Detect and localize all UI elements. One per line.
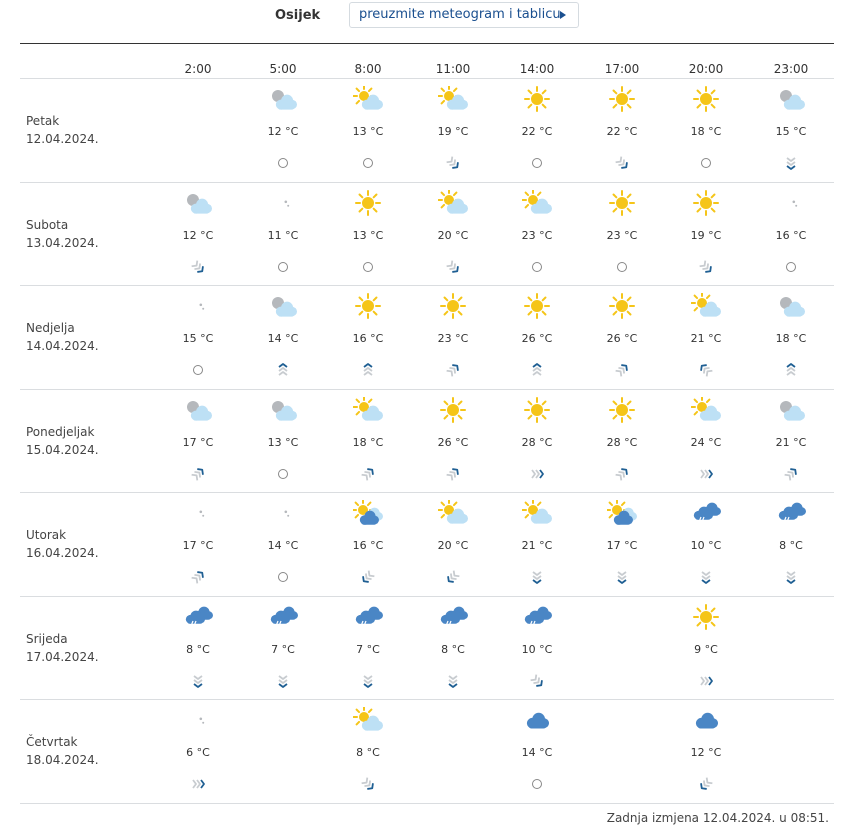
forecast-cell: [580, 285, 664, 388]
rain-icon: [691, 500, 721, 526]
sun-icon: [691, 190, 721, 216]
forecast-cell: [495, 285, 579, 388]
night-cloudy-icon: [776, 397, 806, 423]
temperature: 14 °C: [521, 746, 553, 759]
partly-cloudy-icon: [353, 86, 383, 112]
forecast-cell: [749, 492, 833, 595]
temperature: 15 °C: [182, 332, 214, 345]
hour-label: 17:00: [604, 62, 640, 76]
moon-icon: [268, 190, 298, 216]
temperature: 13 °C: [352, 125, 384, 138]
wind-n-icon: [696, 567, 716, 587]
wind-sw-icon: [612, 360, 632, 380]
forecast-cell: [411, 389, 495, 492]
wind-nw-icon: [443, 257, 463, 277]
temperature: 10 °C: [690, 539, 722, 552]
forecast-cell: [411, 492, 495, 595]
day-row: [0, 78, 861, 181]
forecast-cell: [326, 596, 410, 699]
day-label: [26, 733, 99, 769]
wind-se-icon: [696, 360, 716, 380]
night-cloudy-icon: [268, 86, 298, 112]
temperature: 17 °C: [182, 539, 214, 552]
temperature: 11 °C: [267, 228, 299, 242]
temperature: 26 °C: [606, 332, 638, 345]
temperature: 20 °C: [437, 228, 469, 242]
temperature: 18 °C: [352, 435, 384, 449]
wind-ne-icon: [358, 567, 378, 587]
forecast-cell: [156, 182, 240, 285]
forecast-cell: [495, 492, 579, 595]
temperature: 19 °C: [690, 228, 722, 242]
wind-nw-icon: [358, 774, 378, 794]
sun-icon: [607, 86, 637, 112]
day-row: [0, 699, 861, 802]
forecast-cell: [580, 78, 664, 181]
rain-icon: [353, 604, 383, 630]
download-meteogram-label: preuzmite meteogram i tablicu: [359, 7, 561, 22]
day-name: Petak: [26, 114, 60, 128]
day-date: 14.04.2024.: [26, 339, 99, 353]
day-date: 17.04.2024.: [26, 649, 99, 664]
temperature: 15 °C: [775, 125, 807, 138]
calm-icon: [188, 360, 208, 380]
forecast-cell: [411, 182, 495, 285]
temperature: 21 °C: [775, 435, 807, 449]
partly-cloudy-icon: [353, 397, 383, 423]
calm-icon: [696, 153, 716, 173]
temperature: 6 °C: [186, 746, 210, 759]
hour-label: 14:00: [519, 62, 555, 76]
forecast-cell: [326, 699, 410, 802]
night-cloudy-icon: [183, 397, 213, 423]
hour-label: 23:00: [773, 62, 809, 76]
rain-icon: [522, 604, 552, 630]
moon-icon: [776, 190, 806, 216]
forecast-cell: [495, 699, 579, 802]
last-updated: Zadnja izmjena 12.04.2024. u 08:51.: [606, 811, 829, 825]
temperature: 8 °C: [356, 746, 380, 759]
partly-cloudy-icon: [438, 500, 468, 526]
top-bar: [0, 0, 861, 34]
partly-cloudy-icon: [522, 500, 552, 526]
day-date: 16.04.2024.: [26, 546, 99, 560]
sun-icon: [691, 86, 721, 112]
sun-icon: [353, 293, 383, 319]
temperature: 21 °C: [690, 332, 722, 345]
day-name: Utorak: [26, 528, 67, 542]
wind-sw-icon: [443, 464, 463, 484]
hour-label: 2:00: [184, 62, 212, 76]
temperature: 16 °C: [775, 228, 807, 242]
forecast-cell: [749, 285, 833, 388]
forecast-cell: [664, 596, 748, 699]
day-label: [26, 216, 99, 252]
forecast-cell: [241, 182, 325, 285]
forecast-cell: [580, 182, 664, 285]
cloud-icon: [522, 707, 552, 733]
forecast-cell: [326, 389, 410, 492]
calm-icon: [273, 567, 293, 587]
temperature: 23 °C: [437, 332, 469, 345]
night-cloudy-icon: [268, 293, 298, 319]
wind-sw-icon: [358, 464, 378, 484]
partly-cloudy-icon: [691, 293, 721, 319]
temperature: 13 °C: [352, 228, 384, 242]
wind-sw-icon: [781, 464, 801, 484]
temperature: 12 °C: [267, 125, 299, 138]
day-row: [0, 285, 861, 388]
forecast-cell: [495, 389, 579, 492]
forecast-cell: [664, 182, 748, 285]
wind-n-icon: [781, 153, 801, 173]
sun-icon: [353, 190, 383, 216]
night-cloudy-icon: [776, 293, 806, 319]
wind-s-icon: [358, 360, 378, 380]
day-date: 12.04.2024.: [26, 132, 99, 146]
wind-sw-icon: [612, 464, 632, 484]
night-cloudy-icon: [268, 397, 298, 423]
calm-icon: [273, 257, 293, 277]
rain-icon: [268, 604, 298, 630]
temperature: 14 °C: [267, 539, 299, 552]
temperature: 8 °C: [441, 642, 465, 656]
wind-ne-icon: [443, 567, 463, 587]
rain-icon: [438, 604, 468, 630]
temperature: 22 °C: [521, 125, 553, 138]
forecast-cell: [326, 182, 410, 285]
forecast-cell: [495, 182, 579, 285]
day-label: [26, 630, 99, 666]
play-arrow-icon: [560, 11, 566, 19]
wind-s-icon: [273, 360, 293, 380]
calm-icon: [527, 774, 547, 794]
forecast-cell: [156, 285, 240, 388]
temperature: 7 °C: [356, 642, 380, 656]
partly-cloudy-icon: [691, 397, 721, 423]
forecast-cell: [495, 78, 579, 181]
forecast-cell: [411, 596, 495, 699]
temperature: 21 °C: [521, 539, 553, 552]
forecast-cell: [241, 285, 325, 388]
wind-nw-icon: [188, 257, 208, 277]
calm-icon: [781, 257, 801, 277]
sun-icon: [522, 86, 552, 112]
wind-w-icon: [696, 671, 716, 691]
partly-cloudy-icon: [353, 707, 383, 733]
sun-icon: [607, 397, 637, 423]
temperature: 26 °C: [521, 332, 553, 345]
wind-n-icon: [273, 671, 293, 691]
temperature: 8 °C: [186, 642, 210, 656]
calm-icon: [358, 153, 378, 173]
sun-cloud-dark-icon: [607, 500, 637, 526]
calm-icon: [612, 257, 632, 277]
wind-sw-icon: [188, 464, 208, 484]
partly-cloudy-icon: [438, 190, 468, 216]
row-divider: [20, 803, 834, 804]
sun-icon: [607, 190, 637, 216]
temperature: 9 °C: [694, 642, 718, 656]
forecast-cell: [664, 285, 748, 388]
forecast-cell: [749, 182, 833, 285]
wind-n-icon: [443, 671, 463, 691]
day-row: [0, 492, 861, 595]
temperature: 18 °C: [690, 125, 722, 138]
forecast-cell: [156, 492, 240, 595]
forecast-cell: [749, 389, 833, 492]
temperature: 19 °C: [437, 125, 469, 138]
temperature: 23 °C: [521, 228, 553, 242]
hour-label: 5:00: [269, 62, 297, 76]
day-row: [0, 182, 861, 285]
wind-ne-icon: [696, 774, 716, 794]
temperature: 17 °C: [606, 539, 638, 552]
hour-label: 11:00: [435, 62, 471, 76]
wind-s-icon: [781, 360, 801, 380]
wind-sw-icon: [188, 567, 208, 587]
calm-icon: [527, 257, 547, 277]
hour-label: 20:00: [688, 62, 724, 76]
moon-icon: [268, 500, 298, 526]
rain-icon: [183, 604, 213, 630]
calm-icon: [358, 257, 378, 277]
sun-icon: [607, 293, 637, 319]
temperature: 12 °C: [182, 228, 214, 242]
wind-w-icon: [527, 464, 547, 484]
temperature: 7 °C: [271, 642, 295, 656]
sun-cloud-dark-icon: [353, 500, 383, 526]
hour-label: 8:00: [354, 62, 382, 76]
forecast-cell: [326, 492, 410, 595]
wind-n-icon: [358, 671, 378, 691]
forecast-cell: [495, 596, 579, 699]
calm-icon: [273, 153, 293, 173]
wind-n-icon: [781, 567, 801, 587]
temperature: 18 °C: [775, 332, 807, 345]
partly-cloudy-icon: [438, 86, 468, 112]
forecast-cell: [241, 596, 325, 699]
sun-icon: [522, 293, 552, 319]
wind-n-icon: [188, 671, 208, 691]
day-label: [26, 526, 99, 562]
day-label: [26, 423, 99, 459]
wind-nw-icon: [527, 671, 547, 691]
forecast-cell: [241, 389, 325, 492]
temperature: 26 °C: [437, 435, 469, 449]
moon-icon: [183, 500, 213, 526]
temperature: 20 °C: [437, 539, 469, 552]
day-row: [0, 389, 861, 492]
wind-s-icon: [527, 360, 547, 380]
temperature: 28 °C: [521, 435, 553, 449]
temperature: 23 °C: [606, 228, 638, 242]
forecast-cell: [664, 389, 748, 492]
temperature: 16 °C: [352, 332, 384, 345]
hours-header: [0, 44, 861, 78]
day-label: [26, 319, 99, 355]
sun-icon: [438, 293, 468, 319]
forecast-cell: [241, 492, 325, 595]
wind-nw-icon: [443, 153, 463, 173]
forecast-cell: [326, 285, 410, 388]
forecast-cell: [664, 492, 748, 595]
moon-icon: [183, 707, 213, 733]
cloud-icon: [691, 707, 721, 733]
partly-cloudy-icon: [522, 190, 552, 216]
forecast-cell: [156, 596, 240, 699]
day-date: 18.04.2024.: [26, 753, 99, 767]
wind-n-icon: [527, 567, 547, 587]
night-cloudy-icon: [776, 86, 806, 112]
temperature: 24 °C: [690, 435, 722, 449]
moon-icon: [183, 293, 213, 319]
day-name: Četvrtak: [26, 735, 78, 749]
temperature: 13 °C: [267, 435, 299, 449]
wind-nw-icon: [612, 153, 632, 173]
calm-icon: [527, 153, 547, 173]
day-date: 13.04.2024.: [26, 235, 99, 250]
sun-icon: [691, 604, 721, 630]
rain-icon: [776, 500, 806, 526]
download-meteogram-button[interactable]: [349, 2, 579, 28]
forecast-cell: [664, 699, 748, 802]
wind-nw-icon: [696, 257, 716, 277]
day-name: Subota: [26, 217, 69, 232]
forecast-cell: [411, 78, 495, 181]
sun-icon: [522, 397, 552, 423]
forecast-cell: [241, 78, 325, 181]
forecast-cell: [156, 389, 240, 492]
night-cloudy-icon: [183, 190, 213, 216]
calm-icon: [273, 464, 293, 484]
forecast-cell: [326, 78, 410, 181]
day-name: Ponedjeljak: [26, 424, 95, 439]
temperature: 14 °C: [267, 332, 299, 345]
forecast-cell: [664, 78, 748, 181]
day-name: Nedjelja: [26, 321, 75, 335]
day-name: Srijeda: [26, 631, 68, 646]
forecast-cell: [749, 78, 833, 181]
temperature: 17 °C: [182, 435, 214, 449]
city-name: Osijek: [275, 8, 321, 23]
temperature: 12 °C: [690, 746, 722, 759]
temperature: 10 °C: [521, 642, 553, 656]
wind-w-icon: [188, 774, 208, 794]
day-row: [0, 596, 861, 699]
wind-n-icon: [612, 567, 632, 587]
forecast-cell: [411, 285, 495, 388]
temperature: 22 °C: [606, 125, 638, 138]
wind-w-icon: [696, 464, 716, 484]
temperature: 16 °C: [352, 539, 384, 552]
forecast-cell: [580, 389, 664, 492]
day-label: [26, 112, 99, 148]
temperature: 28 °C: [606, 435, 638, 449]
sun-icon: [438, 397, 468, 423]
forecast-cell: [580, 492, 664, 595]
day-date: 15.04.2024.: [26, 442, 99, 457]
forecast-cell: [156, 699, 240, 802]
wind-sw-icon: [443, 360, 463, 380]
temperature: 8 °C: [779, 539, 803, 552]
